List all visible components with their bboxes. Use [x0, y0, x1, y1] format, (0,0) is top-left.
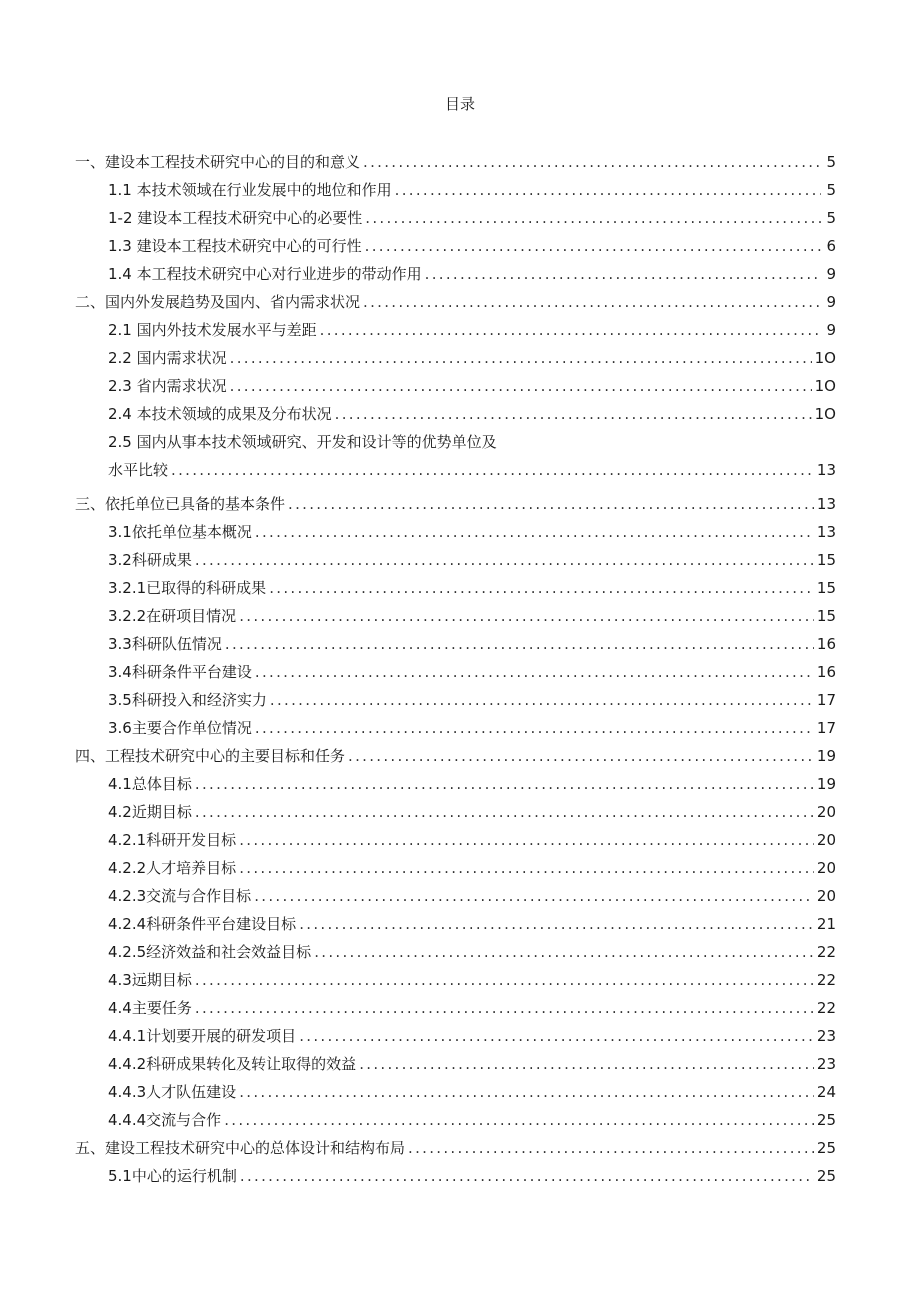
toc-leader-dots: [195, 798, 814, 826]
toc-entry-text: 四、工程技术研究中心的主要目标和任务: [75, 747, 346, 765]
toc-leader-dots: [363, 148, 821, 176]
toc-entry-number: 4.2.4: [108, 915, 147, 933]
toc-page-number: 19: [816, 775, 836, 793]
toc-leader-dots: [195, 966, 814, 994]
toc-leader-dots: [255, 518, 814, 546]
toc-leader-dots: [254, 882, 814, 910]
toc-entry-text: 三、依托单位已具备的基本条件: [75, 495, 286, 513]
toc-leader-dots: [299, 1022, 814, 1050]
toc-entry-text: 总体目标: [131, 775, 192, 793]
toc-entry-number: 4.4.4: [108, 1111, 147, 1129]
toc-leader-dots: [225, 630, 814, 658]
toc-entry-3-2[interactable]: [75, 546, 836, 574]
table-of-contents: [75, 148, 836, 1190]
toc-page-number: 25: [816, 1139, 836, 1157]
toc-entry-3-1[interactable]: [75, 518, 836, 546]
toc-entry-3-6[interactable]: [75, 714, 836, 742]
toc-entry-number: 3.2.2: [108, 607, 147, 625]
toc-entry-text: 科研成果转化及转让取得的效益: [146, 1055, 357, 1073]
toc-page-number: 19: [816, 747, 836, 765]
toc-page-number: 15: [816, 607, 836, 625]
toc-entry-5-1[interactable]: [75, 1162, 836, 1190]
toc-entry-text: 在研项目情况: [146, 607, 237, 625]
toc-entry-number: 4.4.1: [108, 1027, 147, 1045]
toc-leader-dots: [195, 546, 814, 574]
toc-entry-text: 科研开发目标: [146, 831, 237, 849]
toc-leader-dots: [239, 1078, 814, 1106]
toc-entry-text: 一、建设本工程技术研究中心的目的和意义: [75, 153, 361, 171]
toc-entry-2-5-continued[interactable]: [75, 456, 836, 484]
toc-page-number: 1O: [814, 377, 836, 395]
toc-leader-dots: [335, 400, 812, 428]
toc-entry-number: 4.4.3: [108, 1083, 147, 1101]
toc-page-number: 22: [816, 999, 836, 1017]
toc-leader-dots: [171, 456, 814, 484]
toc-leader-dots: [299, 910, 814, 938]
toc-entry-number: 5.1: [108, 1167, 132, 1185]
toc-entry-text: 1.1 本技术领域在行业发展中的地位和作用: [108, 181, 392, 199]
toc-entry-text: 1.3 建设本工程技术研究中心的可行性: [108, 237, 362, 255]
toc-page-number: 1O: [814, 405, 836, 423]
toc-page-number: 20: [816, 803, 836, 821]
toc-leader-dots: [195, 994, 814, 1022]
toc-entry-text: 依托单位基本概况: [131, 523, 252, 541]
toc-leader-dots: [255, 658, 814, 686]
toc-leader-dots: [270, 686, 814, 714]
toc-leader-dots: [230, 372, 812, 400]
toc-entry-3-2-1[interactable]: [75, 574, 836, 602]
toc-entry-4-4-4[interactable]: [75, 1106, 836, 1134]
toc-entry-4-2-4[interactable]: [75, 910, 836, 938]
toc-leader-dots: [195, 770, 814, 798]
toc-entry-number: 4.2: [108, 803, 132, 821]
toc-entry-text: 近期目标: [131, 803, 192, 821]
toc-leader-dots: [240, 1162, 814, 1190]
toc-entry-text: 2.1 国内外技术发展水平与差距: [108, 321, 317, 339]
toc-entry-4-3[interactable]: [75, 966, 836, 994]
toc-entry-text: 1.4 本工程技术研究中心对行业进步的带动作用: [108, 265, 422, 283]
toc-entry-text: 中心的运行机制: [131, 1167, 237, 1185]
toc-entry-4-2[interactable]: [75, 798, 836, 826]
toc-entry-number: 4.2.1: [108, 831, 147, 849]
toc-page-number: 20: [816, 859, 836, 877]
toc-leader-dots: [365, 232, 821, 260]
toc-entry-number: 4.3: [108, 971, 132, 989]
toc-entry-text: 科研条件平台建设: [131, 663, 252, 681]
toc-page-number: 15: [816, 579, 836, 597]
toc-entry-4-4[interactable]: [75, 994, 836, 1022]
toc-entry-1-4[interactable]: [75, 260, 836, 288]
toc-entry-text: 已取得的科研成果: [146, 579, 267, 597]
toc-page-number: 17: [816, 719, 836, 737]
toc-entry-text: 2.2 国内需求状况: [108, 349, 227, 367]
toc-entry-text: 1-2 建设本工程技术研究中心的必要性: [108, 209, 363, 227]
toc-entry-text: 科研成果: [131, 551, 192, 569]
toc-entry-2-3[interactable]: [75, 372, 836, 400]
toc-entry-text: 科研队伍情况: [131, 635, 222, 653]
page-title: 目录: [444, 95, 475, 113]
toc-entry-text: 人才培养目标: [146, 859, 237, 877]
toc-page-number: 1O: [814, 349, 836, 367]
toc-entry-4-2-1[interactable]: [75, 826, 836, 854]
toc-page-number: 5: [826, 153, 836, 171]
toc-page-number: 16: [816, 663, 836, 681]
toc-entry-number: 3.6: [108, 719, 132, 737]
toc-entry-number: 4.1: [108, 775, 132, 793]
toc-leader-dots: [365, 204, 821, 232]
toc-page-number: 13: [816, 461, 836, 479]
toc-entry-text: 2.4 本技术领域的成果及分布状况: [108, 405, 332, 423]
toc-leader-dots: [288, 490, 814, 518]
toc-page-number: 22: [816, 943, 836, 961]
toc-page-number: 6: [826, 237, 836, 255]
toc-page-number: 16: [816, 635, 836, 653]
toc-entry-3-4[interactable]: [75, 658, 836, 686]
toc-entry-text: 交流与合作: [146, 1111, 222, 1129]
toc-page-number: 22: [816, 971, 836, 989]
toc-entry-text: 科研投入和经济实力: [131, 691, 267, 709]
toc-entry-1[interactable]: [75, 148, 836, 176]
toc-leader-dots: [425, 260, 821, 288]
toc-entry-3[interactable]: [75, 490, 836, 518]
toc-entry-1-1[interactable]: [75, 176, 836, 204]
toc-entry-text: 主要合作单位情况: [131, 719, 252, 737]
toc-entry-2-1[interactable]: [75, 316, 836, 344]
toc-page-number: 15: [816, 551, 836, 569]
toc-entry-text: 五、建设工程技术研究中心的总体设计和结构布局: [75, 1139, 406, 1157]
toc-entry-number: 4.2.2: [108, 859, 147, 877]
toc-entry-text: 二、国内外发展趋势及国内、省内需求状况: [75, 293, 361, 311]
toc-entry-2-5[interactable]: [75, 428, 836, 456]
toc-entry-4-4-2[interactable]: [75, 1050, 836, 1078]
toc-leader-dots: [230, 344, 812, 372]
toc-entry-4-2-3[interactable]: [75, 882, 836, 910]
toc-entry-number: 3.2.1: [108, 579, 147, 597]
toc-page-number: 9: [826, 265, 836, 283]
toc-entry-4-2-2[interactable]: [75, 854, 836, 882]
toc-entry-number: 3.5: [108, 691, 132, 709]
toc-page-number: 20: [816, 831, 836, 849]
toc-entry-text: 人才队伍建设: [146, 1083, 237, 1101]
toc-entry-number: 3.1: [108, 523, 132, 541]
toc-page-number: 25: [816, 1111, 836, 1129]
toc-entry-text: 远期目标: [131, 971, 192, 989]
toc-entry-text: 经济效益和社会效益目标: [146, 943, 312, 961]
toc-entry-number: 4.4: [108, 999, 132, 1017]
toc-page-number: 5: [826, 209, 836, 227]
toc-page-number: 24: [816, 1083, 836, 1101]
toc-entry-number: 3.2: [108, 551, 132, 569]
toc-page-number: 17: [816, 691, 836, 709]
toc-entry-text: 科研条件平台建设目标: [146, 915, 297, 933]
toc-leader-dots: [255, 714, 814, 742]
toc-leader-dots: [314, 938, 814, 966]
toc-entry-text: 2.3 省内需求状况: [108, 377, 227, 395]
toc-entry-4-4-3[interactable]: [75, 1078, 836, 1106]
toc-page-number: 9: [826, 321, 836, 339]
toc-entry-5[interactable]: [75, 1134, 836, 1162]
toc-entry-4[interactable]: [75, 742, 836, 770]
toc-entry-3-3[interactable]: [75, 630, 836, 658]
toc-entry-4-2-5[interactable]: [75, 938, 836, 966]
toc-entry-number: 4.2.3: [108, 887, 147, 905]
toc-entry-2[interactable]: [75, 288, 836, 316]
toc-leader-dots: [359, 1050, 814, 1078]
toc-entry-text: 2.5 国内从事本技术领域研究、开发和设计等的优势单位及: [108, 433, 497, 451]
toc-leader-dots: [239, 602, 814, 630]
toc-page-number: 23: [816, 1055, 836, 1073]
toc-page-number: 21: [816, 915, 836, 933]
toc-entry-3-5[interactable]: [75, 686, 836, 714]
toc-page-number: 13: [816, 495, 836, 513]
toc-leader-dots: [395, 176, 821, 204]
toc-leader-dots: [408, 1134, 814, 1162]
toc-entry-1-3[interactable]: [75, 232, 836, 260]
toc-entry-2-2[interactable]: [75, 344, 836, 372]
toc-entry-text: 计划要开展的研发项目: [146, 1027, 297, 1045]
toc-page-number: 5: [826, 181, 836, 199]
toc-entry-2-4[interactable]: [75, 400, 836, 428]
toc-entry-text: 主要任务: [131, 999, 192, 1017]
toc-page-number: 25: [816, 1167, 836, 1185]
toc-page-number: 9: [826, 293, 836, 311]
toc-leader-dots: [239, 826, 814, 854]
toc-entry-4-4-1[interactable]: [75, 1022, 836, 1050]
toc-entry-3-2-2[interactable]: [75, 602, 836, 630]
toc-entry-text: 交流与合作目标: [146, 887, 252, 905]
toc-entry-number: 4.4.2: [108, 1055, 147, 1073]
toc-leader-dots: [269, 574, 814, 602]
toc-entry-text: 水平比较: [108, 461, 169, 479]
toc-entry-1-2[interactable]: [75, 204, 836, 232]
toc-leader-dots: [224, 1106, 814, 1134]
toc-page-number: 23: [816, 1027, 836, 1045]
toc-leader-dots: [348, 742, 814, 770]
toc-leader-dots: [239, 854, 814, 882]
toc-entry-number: 4.2.5: [108, 943, 147, 961]
toc-entry-number: 3.3: [108, 635, 132, 653]
toc-entry-4-1[interactable]: [75, 770, 836, 798]
toc-page-number: 20: [816, 887, 836, 905]
toc-leader-dots: [363, 288, 821, 316]
toc-leader-dots: [320, 316, 821, 344]
toc-entry-number: 3.4: [108, 663, 132, 681]
toc-page-number: 13: [816, 523, 836, 541]
